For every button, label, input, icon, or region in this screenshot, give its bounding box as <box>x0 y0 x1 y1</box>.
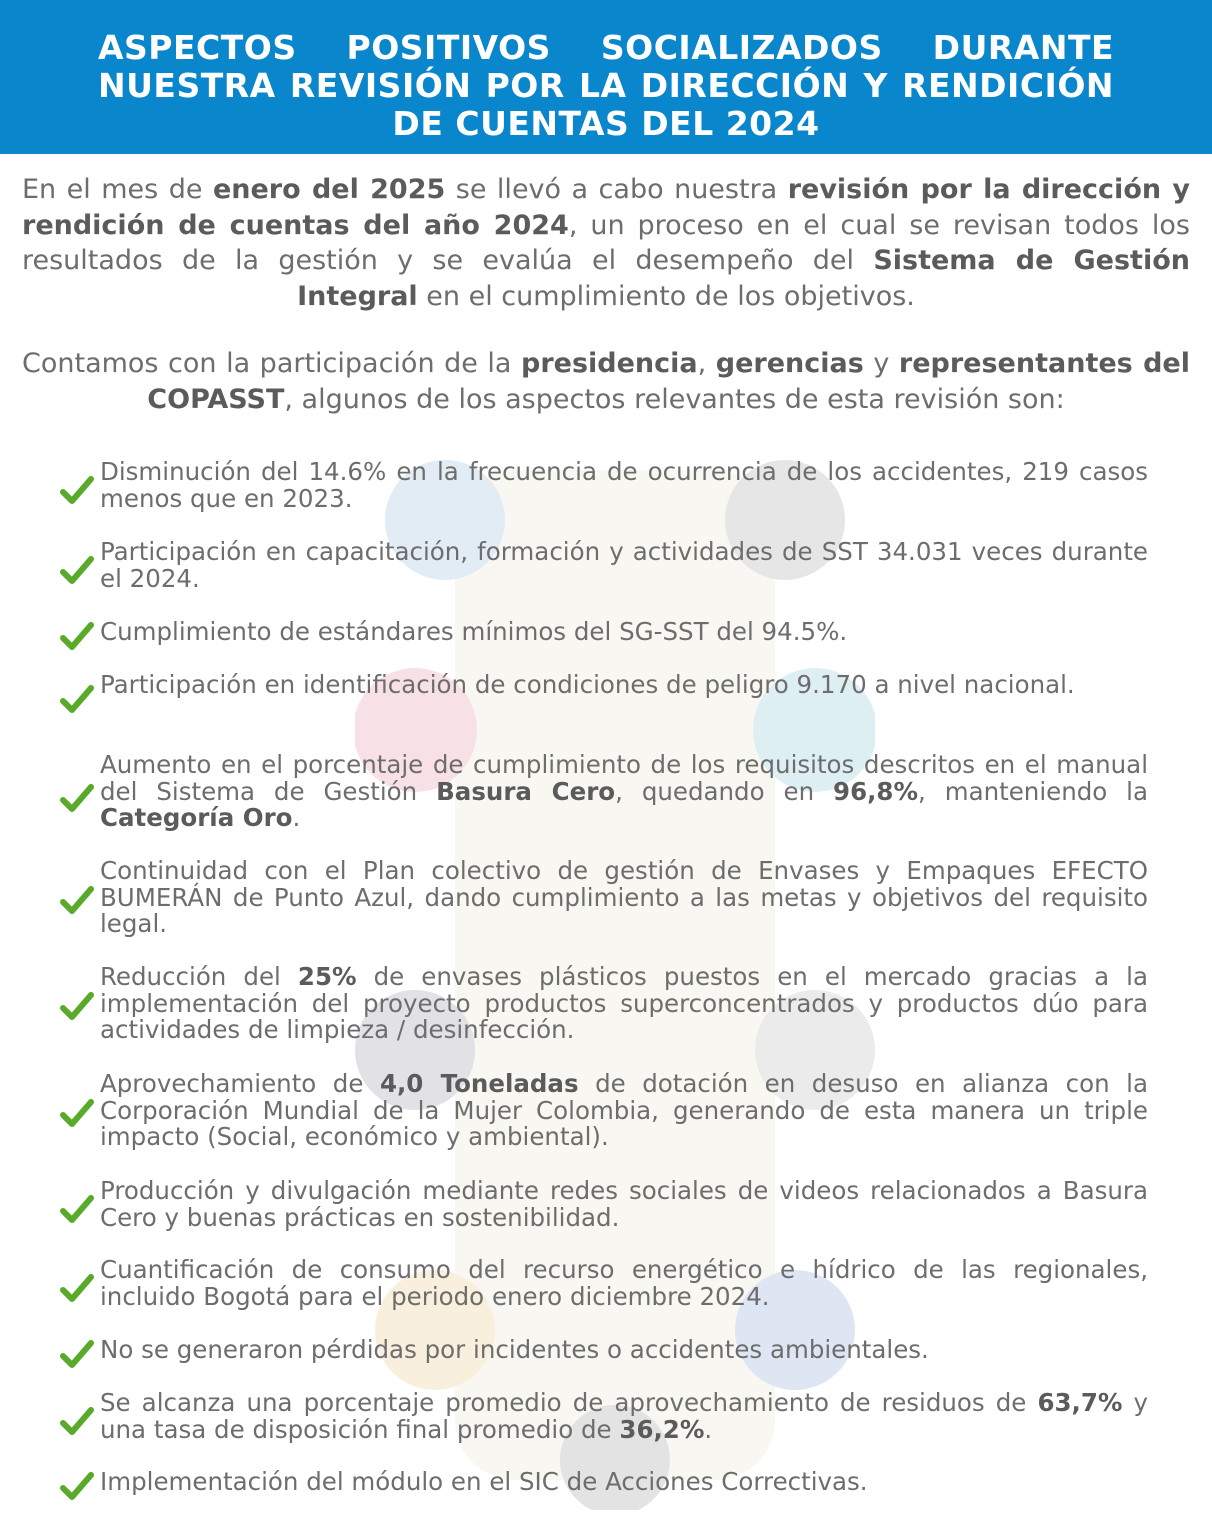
check-icon <box>60 991 94 1021</box>
header-banner <box>0 0 1212 154</box>
bullet-text <box>100 672 1148 699</box>
bullet-bold: 25% <box>297 962 357 991</box>
bullet-text <box>100 858 1148 938</box>
bullet-segment: Participación en capacitación, formación y actividades de SST 34.031 veces durante el 2024. <box>100 537 1148 593</box>
check-icon <box>60 684 94 714</box>
bullet-bold: Categoría Oro <box>100 803 293 833</box>
bullet-bold: 63,7% <box>1037 1388 1123 1417</box>
bullet-segment: Implementación del módulo en el SIC de Acciones Correctivas. <box>100 1467 868 1496</box>
bullet-segment: Cuantificación de consumo del recurso energético e hídrico de las regionales, incluido Bogotá para el periodo enero diciembre 2024. <box>100 1255 1148 1311</box>
intro-bold: gerencias <box>715 348 864 379</box>
check-icon <box>60 783 94 813</box>
bullet-segment: Producción y divulgación mediante redes sociales de videos relacionados a Basura Cero y buenas prácticas en sostenibilidad. <box>100 1176 1148 1232</box>
bullet-text <box>100 964 1148 1044</box>
bullet-text <box>100 1390 1148 1443</box>
bullet-segment: Reducción del <box>100 962 298 991</box>
bullet-text <box>100 619 1148 646</box>
intro-text: en el cumplimiento de los objetivos. <box>417 280 915 312</box>
intro-bold: representantes del COPASST <box>147 348 1190 415</box>
bullet-segment: y una tasa de disposición final promedio de <box>100 1388 1148 1444</box>
intro-text: Contamos con la participación de la <box>22 348 522 379</box>
check-icon <box>60 1339 94 1369</box>
intro-text: , <box>697 348 716 379</box>
bullet-text <box>100 539 1148 592</box>
intro-text: , un proceso en el cual se revisan todos los resultados de la gestión y se evalúa el desempeño del <box>22 209 1190 276</box>
intro-text: , algunos de los aspectos relevantes de esta revisión son: <box>284 383 1065 415</box>
bullet-segment: de envases plásticos puestos en el mercado gracias a la implementación del proyecto productos superconcentrados y productos dúo para actividades de limpieza / desinfección. <box>100 962 1148 1045</box>
check-icon <box>60 555 94 585</box>
check-icon <box>60 621 94 651</box>
check-icon <box>60 1098 94 1128</box>
bullet-bold: 36,2% <box>619 1414 705 1444</box>
bullet-segment: No se generaron pérdidas por incidentes o accidentes ambientales. <box>100 1335 929 1364</box>
bullet-segment: de dotación en desuso en alianza con la Corporación Mundial de la Mujer Colombia, generando de esta manera un triple impacto (Social, económico y ambiental). <box>100 1069 1148 1152</box>
intro-bold: presidencia <box>521 348 698 379</box>
bullet-bold: 4,0 Toneladas <box>379 1069 579 1098</box>
bullet-text <box>100 1178 1148 1231</box>
bullet-text <box>100 1469 1148 1496</box>
bullet-segment: Se alcanza una porcentaje promedio de aprovechamiento de residuos de <box>100 1388 1038 1417</box>
check-icon <box>60 475 94 505</box>
check-icon <box>60 1194 94 1224</box>
bullet-bold: Basura Cero <box>436 776 616 806</box>
check-icon <box>60 1406 94 1436</box>
intro-text: se llevó a cabo nuestra <box>445 174 788 205</box>
bullet-text <box>100 1257 1148 1310</box>
intro-text: y <box>863 348 899 379</box>
bullet-segment: Disminución del 14.6% en la frecuencia de ocurrencia de los accidentes, 219 casos menos que en 2023. <box>100 457 1148 513</box>
intro-paragraph <box>22 172 1190 314</box>
intro-text: En el mes de <box>22 174 213 205</box>
bullet-segment: Cumplimiento de estándares mínimos del SG-SST del 94.5%. <box>100 617 848 646</box>
bullet-segment: Continuidad con el Plan colectivo de gestión de Envases y Empaques EFECTO BUMERÁN de Punto Azul, dando cumplimiento a las metas y objetivos del requisito legal. <box>100 856 1148 939</box>
bullet-text <box>100 1071 1148 1151</box>
bullet-segment: . <box>704 1414 713 1444</box>
bullet-segment: . <box>292 803 301 833</box>
intro-bold: revisión por la dirección y rendición de cuentas del año 2024 <box>22 174 1190 241</box>
page-title: ASPECTOS POSITIVOS SOCIALIZADOS DURANTE NUESTRA REVISIÓN POR LA DIRECCIÓN Y RENDICIÓN DE CUENTAS DEL 2024 <box>98 28 1114 143</box>
participation-paragraph <box>22 346 1190 417</box>
bullet-text <box>100 752 1148 832</box>
bullet-segment: Aprovechamiento de <box>100 1069 380 1098</box>
bullet-segment: Aumento en el porcentaje de cumplimiento de los requisitos descritos en el manual del Sistema de Gestión <box>100 750 1148 806</box>
intro-bold: Sistema de Gestión Integral <box>297 245 1190 312</box>
bullet-text <box>100 1337 1148 1364</box>
bullet-bold: 96,8% <box>833 776 919 806</box>
intro-bold: enero del 2025 <box>212 174 446 205</box>
check-icon <box>60 1273 94 1303</box>
bullet-segment: , manteniendo la <box>918 776 1148 806</box>
check-icon <box>60 885 94 915</box>
bullet-text <box>100 459 1148 512</box>
bullet-segment: Participación en identificación de condiciones de peligro 9.170 a nivel nacional. <box>100 670 1075 699</box>
check-icon <box>60 1471 94 1501</box>
bullet-segment: , quedando en <box>615 776 834 806</box>
